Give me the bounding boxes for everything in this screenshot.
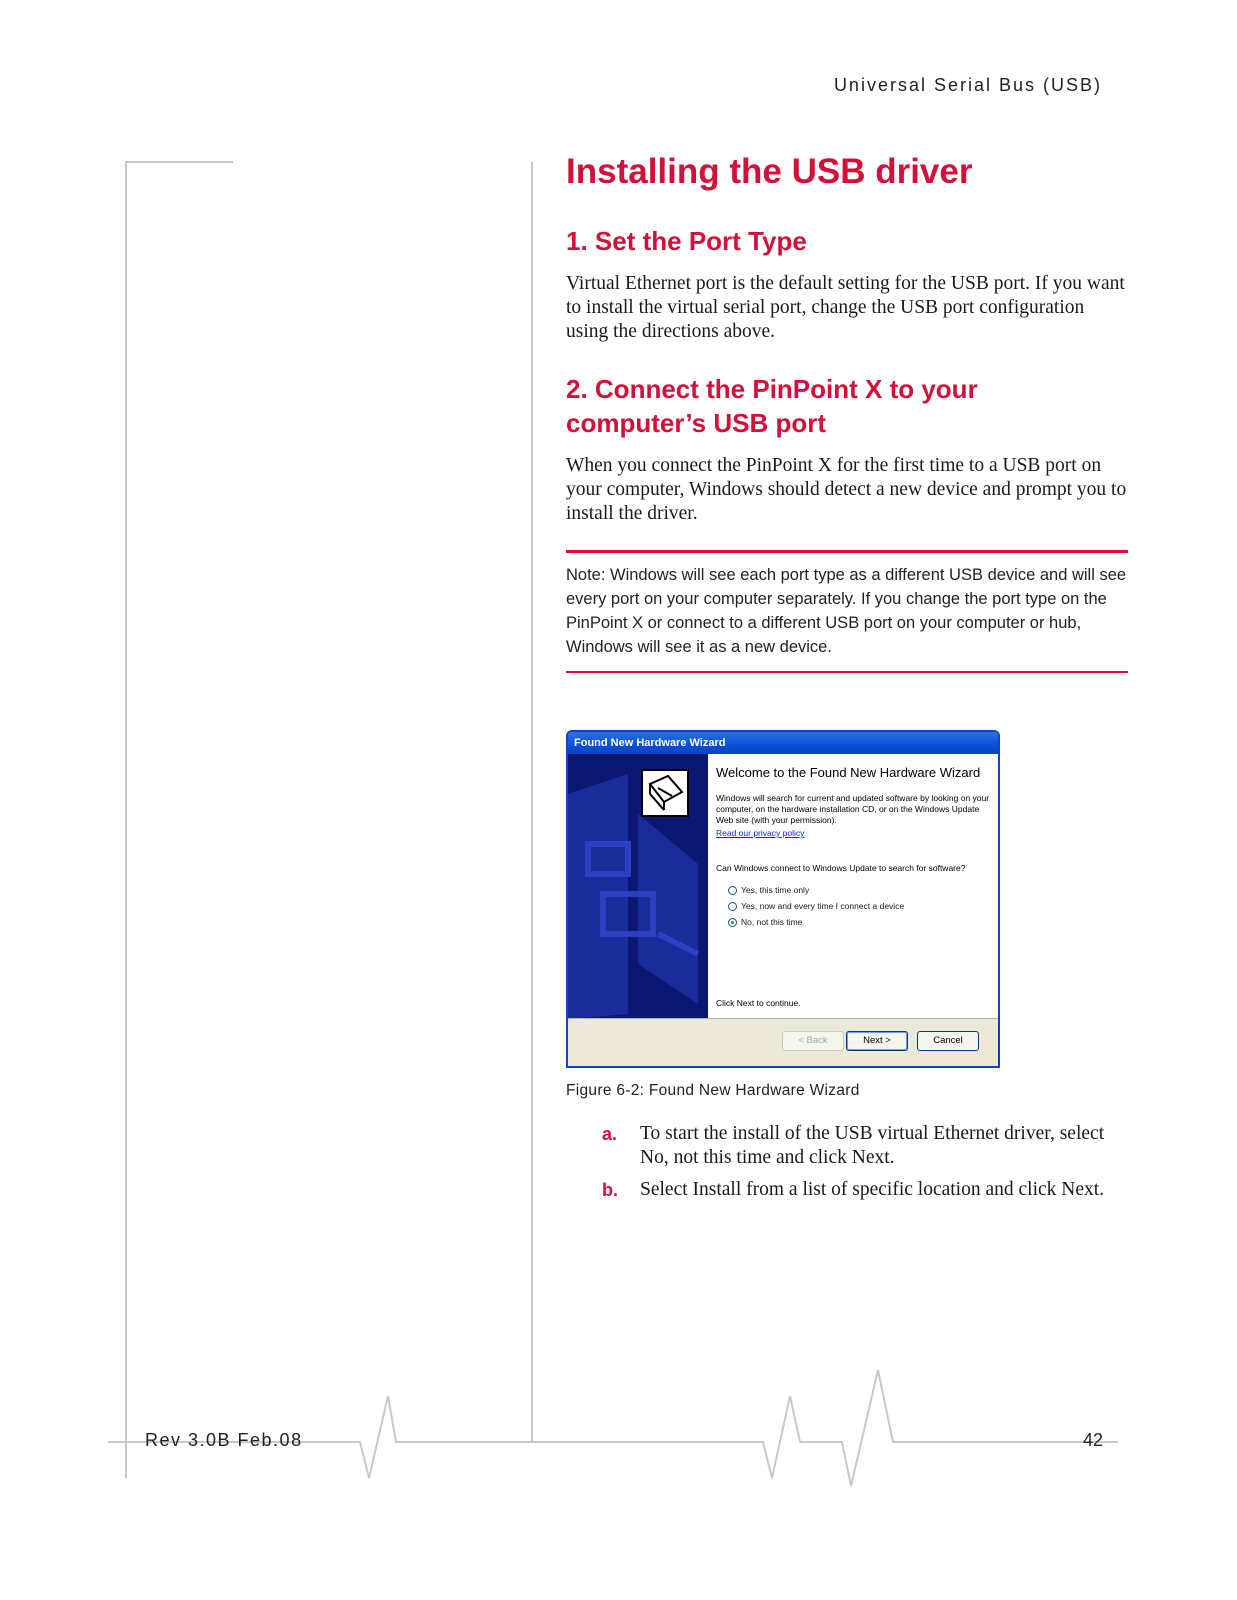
step-text: To start the install of the USB virtual Ethernet driver, select No, not this time and click Next. bbox=[640, 1123, 1105, 1168]
step2-heading-line2: computer’s USB port bbox=[566, 408, 827, 438]
step1-heading: 1. Set the Port Type bbox=[566, 226, 807, 256]
figure-caption: Figure 6-2: Found New Hardware Wizard bbox=[566, 1082, 860, 1099]
wizard-heading: Welcome to the Found New Hardware Wizard bbox=[716, 765, 981, 780]
hardware-art-icon bbox=[568, 754, 708, 1019]
wizard-footer bbox=[568, 1018, 998, 1066]
step1-body: Virtual Ethernet port is the default setting for the USB port. If you want to install the virtual serial port, change the USB port configuration using the directions above. bbox=[566, 273, 1125, 342]
wizard-intro: Windows will search for current and updated software by looking on your computer, on the hardware installation CD, or on the Windows Update Web site (with your permission). bbox=[716, 793, 990, 825]
instruction-steps bbox=[566, 1122, 1128, 1210]
wizard-body bbox=[708, 754, 998, 1019]
option-label: Yes, now and every time I connect a device bbox=[741, 901, 905, 911]
page-number: 42 bbox=[1082, 1430, 1103, 1450]
wizard-titlebar: Found New Hardware Wizard bbox=[568, 732, 998, 754]
cancel-button[interactable]: Cancel bbox=[917, 1031, 979, 1051]
heartbeat-line bbox=[108, 1370, 1118, 1486]
note-box: Note: Windows will see each port type as a different USB device and will see every port on your computer separately. If you change the port type on the PinPoint X or connect to a different USB port on your computer or hub, Windows will see it as a new device. bbox=[566, 550, 1128, 673]
radio-button-selected[interactable] bbox=[728, 918, 737, 927]
main-content bbox=[566, 150, 1128, 1200]
page-title: Installing the USB driver bbox=[566, 152, 973, 191]
list-item bbox=[566, 1122, 1128, 1170]
running-header: Universal Serial Bus (USB) bbox=[833, 75, 1102, 95]
wizard-screenshot bbox=[566, 730, 1000, 1068]
step-letter: a. bbox=[602, 1124, 618, 1144]
option-yes-always[interactable] bbox=[728, 898, 990, 914]
footer-revision: Rev 3.0B Feb.08 bbox=[145, 1430, 303, 1450]
wizard-question: Can Windows connect to Windows Update to search for software? bbox=[716, 863, 966, 873]
option-label: Yes, this time only bbox=[741, 885, 810, 895]
option-yes-once[interactable] bbox=[728, 882, 990, 898]
back-button[interactable]: < Back bbox=[782, 1031, 844, 1051]
step-text: Select Install from a list of specific location and click Next. bbox=[640, 1179, 1105, 1200]
option-label: No, not this time bbox=[741, 917, 803, 927]
list-item bbox=[566, 1178, 1128, 1202]
continue-text: Click Next to continue. bbox=[716, 998, 801, 1008]
step2-heading-line1: 2. Connect the PinPoint X to your bbox=[566, 374, 978, 404]
left-margin-rule bbox=[126, 162, 233, 1478]
privacy-policy-link[interactable]: Read our privacy policy bbox=[716, 828, 805, 838]
step2-heading bbox=[566, 372, 1128, 440]
step2-body: When you connect the PinPoint X for the first time to a USB port on your computer, Windows should detect a new device and prompt you to install the driver. bbox=[566, 455, 1127, 524]
radio-button[interactable] bbox=[728, 902, 737, 911]
next-button[interactable]: Next > bbox=[846, 1031, 908, 1051]
radio-button[interactable] bbox=[728, 886, 737, 895]
wizard-banner bbox=[568, 754, 708, 1019]
option-no[interactable] bbox=[728, 914, 990, 930]
step-letter: b. bbox=[602, 1180, 618, 1200]
update-options bbox=[716, 882, 990, 930]
